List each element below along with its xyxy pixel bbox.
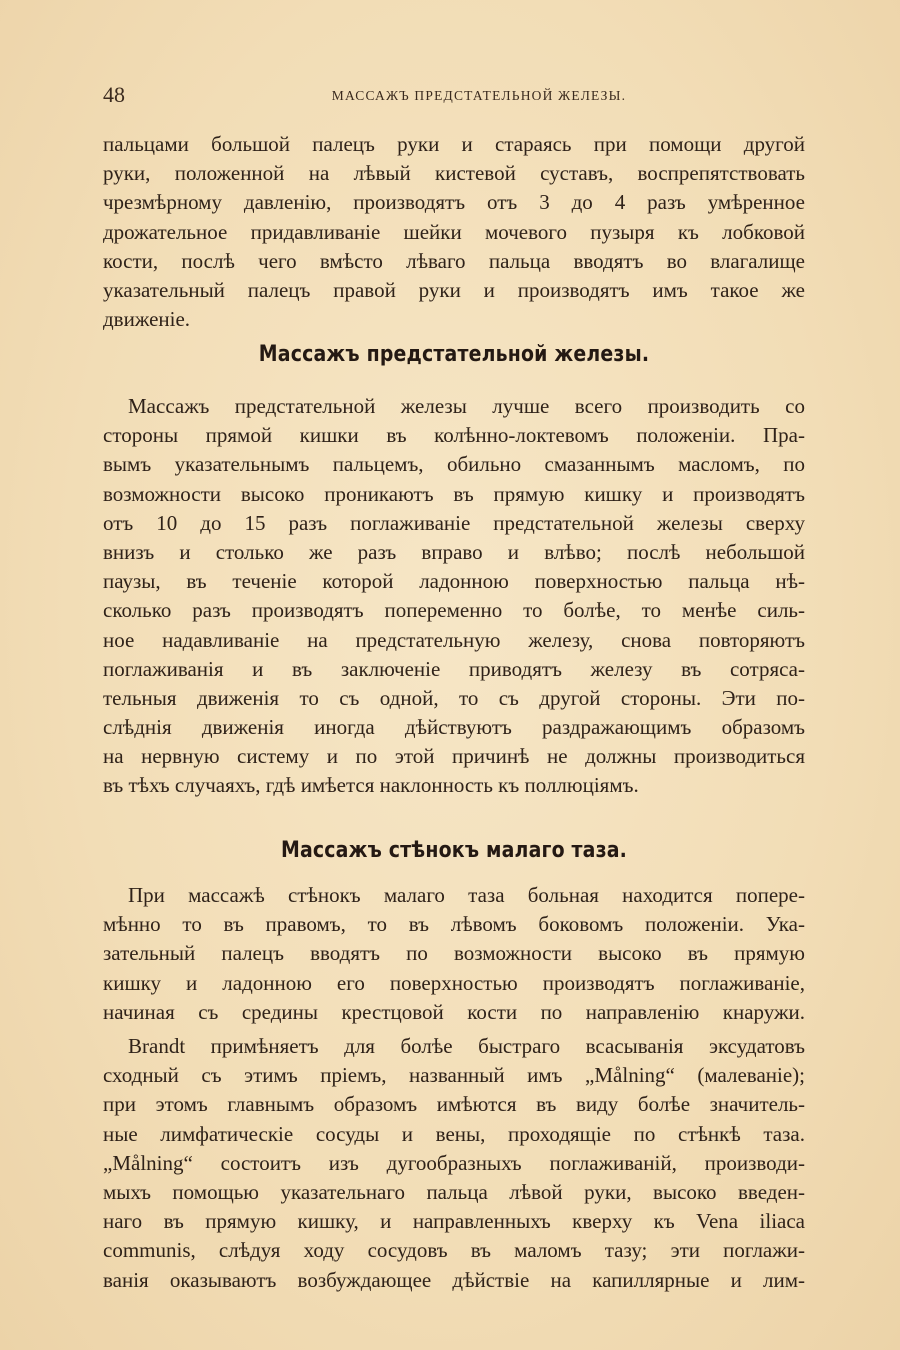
intro-paragraph [103,130,805,334]
text-line: поглаживанія и въ заключеніе приводятъ железу въ сотряса- [103,656,805,681]
running-head: МАССАЖЪ ПРЕДСТАТЕЛЬНОЙ ЖЕЛЕЗЫ. [331,88,627,103]
text-line: сходный съ этимъ пріемъ, названный имъ „Målning“ (малеваніе); [103,1063,805,1088]
text-line: communis, слѣдуя ходу сосудовъ въ маломъ тазу; эти поглажи- [103,1238,805,1263]
text-line: вымъ указательнымъ пальцемъ, обильно смазаннымъ масломъ, по [103,452,805,477]
text-line: стороны прямой кишки въ колѣнно-локтевомъ положеніи. Пра- [103,423,805,448]
text-line: пальцами большой палецъ руки и стараясь при помощи другой [103,132,805,156]
text-line: начиная съ средины крестцовой кости по направленію кнаружи. [103,999,805,1024]
text-line: дрожательное придавливаніе шейки мочевого пузыря къ лобковой [103,219,805,244]
text-line: паузы, въ теченіе которой ладонною поверхностью пальца нѣ- [103,569,805,594]
text-line: мѣнно то въ правомъ, то въ лѣвомъ боковомъ положеніи. Ука- [103,912,805,937]
text-line: наго въ прямую кишку, и направленныхъ кверху къ Vena iliaca [103,1209,805,1234]
text-line: зательный палецъ вводятъ по возможности высоко въ прямую [103,941,805,966]
text-line: ное надавливаніе на предстательную железу, снова повторяютъ [103,627,805,652]
text-line: слѣднія движенія иногда дѣйствуютъ раздражающимъ образомъ [103,715,805,740]
text-line: возможности высоко проникаютъ въ прямую кишку и производятъ [103,481,805,506]
text-line: тельныя движенія то съ одной, то съ другой стороны. Эти по- [103,685,805,710]
page-number: 48 [103,82,125,107]
text-line: въ тѣхъ случаяхъ, гдѣ имѣется наклонность къ поллюціямъ. [103,773,639,798]
section-prostate-paragraph [103,392,805,801]
text-line: мыхъ помощью указательнаго пальца лѣвой руки, высоко введен- [103,1179,805,1204]
text-line: движеніе. [103,307,191,332]
text-line: внизъ и столько же разъ вправо и влѣво; послѣ небольшой [103,539,805,564]
section-heading-prostate: Массажъ предстательной железы. [258,342,650,367]
text-line: Brandt примѣняетъ для болѣе быстраго всасыванія эксудатовъ [128,1034,805,1058]
text-line: сколько разъ производятъ попеременно то болѣе, то менѣе силь- [103,598,805,623]
page-header [103,80,805,114]
text-line: „Målning“ состоитъ изъ дугообразныхъ поглаживаній, производи- [103,1150,805,1175]
section-heading-pelvic-walls: Массажъ стѣнокъ малаго таза. [280,838,628,863]
text-line: ванія оказываютъ возбуждающее дѣйствіе на капиллярные и лим- [103,1267,805,1292]
text-line: при этомъ главнымъ образомъ имѣются въ виду болѣе значитель- [103,1092,805,1117]
text-line: Массажъ предстательной железы лучше всего производить со [128,394,805,418]
text-line: чрезмѣрному давленію, производятъ отъ 3 до 4 разъ умѣренное [103,190,805,215]
text-line: кости, послѣ чего вмѣсто лѣваго пальца вводятъ во влагалище [103,248,805,273]
text-line: отъ 10 до 15 разъ поглаживаніе предстательной железы сверху [103,510,805,535]
section-pelvic-paragraph-2 [103,1032,805,1295]
text-line: кишку и ладонною его поверхностью производятъ поглаживаніе, [103,970,805,995]
section-pelvic-paragraph-1 [103,881,805,1027]
text-line: При массажѣ стѣнокъ малаго таза больная находится попере- [128,883,805,907]
text-line: руки, положенной на лѣвый кистевой суставъ, воспрепятствовать [103,161,805,186]
text-line: на нервную систему и по этой причинѣ не должны производиться [103,744,805,769]
text-line: ные лимфатическіе сосуды и вены, проходящіе по стѣнкѣ таза. [103,1121,805,1146]
text-line: указательный палецъ правой руки и производятъ имъ такое же [103,277,805,302]
